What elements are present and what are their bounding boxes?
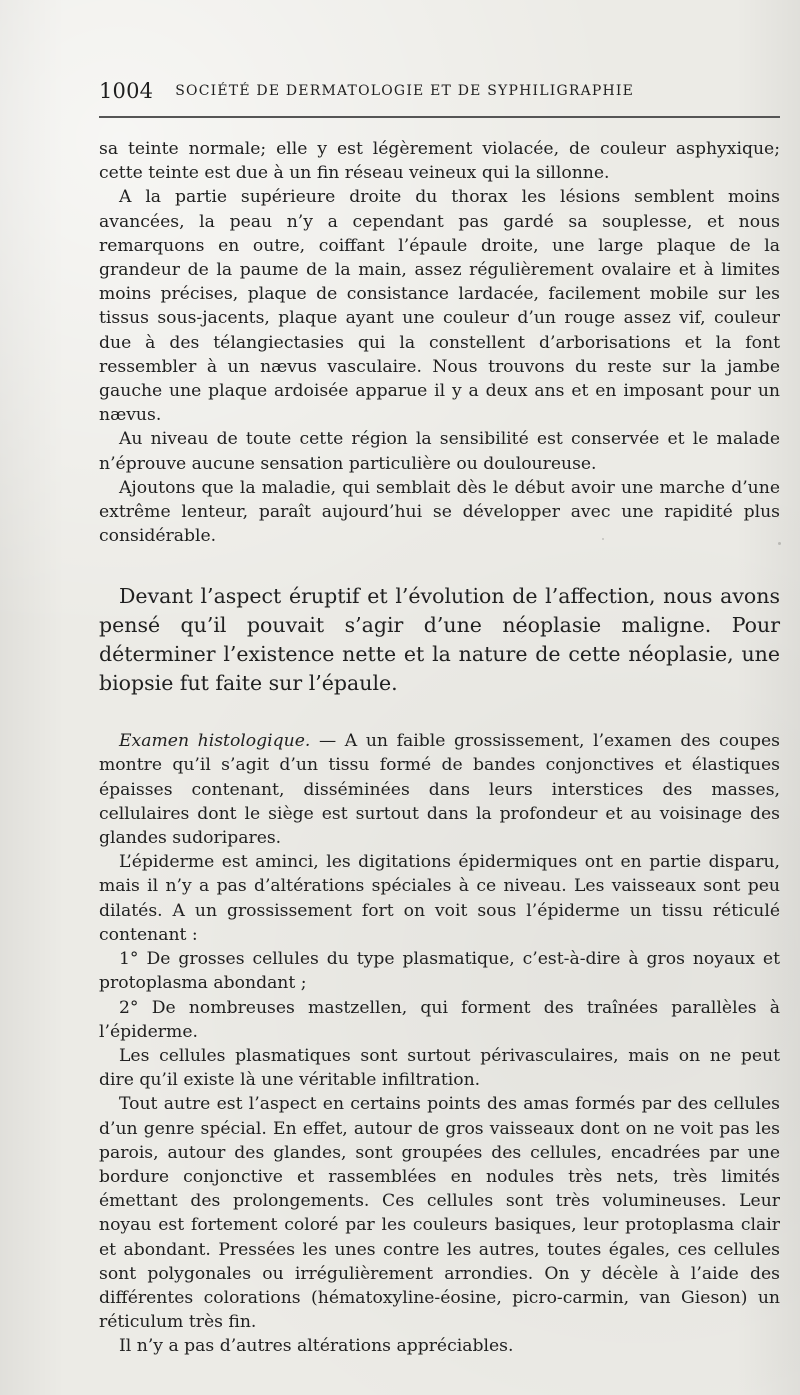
page-number: 1004: [99, 79, 154, 103]
paragraph-continuation: sa teinte normale; elle y est légèrement violacée, de couleur asphyxique; cette teinte est due à un fin réseau veineux qui la sillonne.: [99, 139, 780, 184]
paragraph-perivascular-cells: Les cellules plasmatiques sont surtout périvasculaires, mais on ne peut dire qu’il existe là une véritable infiltration.: [99, 1045, 780, 1091]
list-item-mastzellen: 2° De nombreuses mastzellen, qui forment des traînées parallèles à l’épiderme.: [99, 997, 780, 1042]
page-header: [99, 74, 779, 108]
paragraph-exam-intro: [99, 729, 780, 850]
paragraph-thorax-lesions: A la partie supérieure droite du thorax les lésions semblent moins avancées, la peau n’y a cependant pas gardé sa souplesse, et nous remarquons en outre, coiffant l’épaule droite, une large plaque de la grandeur de la paume de la main, assez régulièrement ovalaire et à limites moins précises, plaque de consistance lardacée, facilement mobile sur les tissus sous-jacents, plaque ayant une couleur d’un rouge assez vif, couleur due à des télangiectasies qui la constellent d’arborisations et la font ressembler à un nævus vasculaire. Nous trouvons du reste sur la jambe gauche une plaque ardoisée apparue il y a deux ans et en imposant pour un nævus.: [99, 187, 780, 426]
paragraph-special-cells: Tout autre est l’aspect en certains points des amas formés par des cellules d’un genre spécial. En effet, autour de gros vaisseaux dont on ne voit pas les parois, autour des glandes, sont groupées des cellules, encadrées par une bordure conjonctive et rassemblées en nodules très nets, très limités émettant des prolongements. Ces cellules sont très volumineuses. Leur noyau est fortement coloré par les couleurs basiques, leur protoplasma clair et abondant. Pressées les unes contre les autres, toutes égales, ces cellules sont polygonales ou irrégulièrement arrondies. On y décèle à l’aide des différentes colorations (hématoxyline-éosine, picro-carmin, van Gieson) un réticulum très fin.: [99, 1094, 780, 1333]
paragraph-conclusion: Il n’y a pas d’autres altérations appréciables.: [119, 1336, 514, 1357]
paper-spot: [778, 542, 781, 545]
paragraph-epidermis: L’épiderme est aminci, les digitations épidermiques ont en partie disparu, mais il n’y a pas d’altérations spéciales à ce niveau. Les vaisseaux sont peu dilatés. A un grossissement fort on voit sous l’épiderme un tissu réticulé contenant :: [99, 852, 780, 945]
paragraph-sensibility: Au niveau de toute cette région la sensibilité est conservée et le malade n’éprouve aucune sensation particulière ou douloureuse.: [99, 429, 780, 474]
list-item-plasma-cells: 1° De grosses cellules du type plasmatique, c’est-à-dire à gros noyaux et protoplasma abondant ;: [99, 949, 780, 994]
body-text: [99, 137, 780, 1359]
exam-intro-text: — A un faible grossissement, l’examen des coupes montre qu’il s’agit d’un tissu formé de bandes conjonctives et élastiques épaisses contenant, disséminées dans leurs interstices des masses, cellulaires dont le siège est surtout dans la profondeur et au voisinage des glandes sudoripares.: [99, 731, 780, 849]
running-title: SOCIÉTÉ DE DERMATOLOGIE ET DE SYPHILIGRAPHIE: [175, 83, 635, 99]
header-rule: [99, 116, 780, 118]
large-text-block: [99, 582, 780, 697]
exam-heading: Examen histologique.: [119, 731, 311, 752]
paragraph-disease-progression: Ajoutons que la maladie, qui semblait dès le début avoir une marche d’une extrême lenteur, paraît aujourd’hui se développer avec une rapidité plus considérable.: [99, 477, 780, 547]
paper-spot: [602, 538, 604, 540]
paragraph-biopsy: Devant l’aspect éruptif et l’évolution de l’affection, nous avons pensé qu’il pouvait s’agir d’une néoplasie maligne. Pour déterminer l’existence nette et la nature de cette néoplasie, une biopsie fut faite sur l’épaule.: [99, 584, 780, 695]
